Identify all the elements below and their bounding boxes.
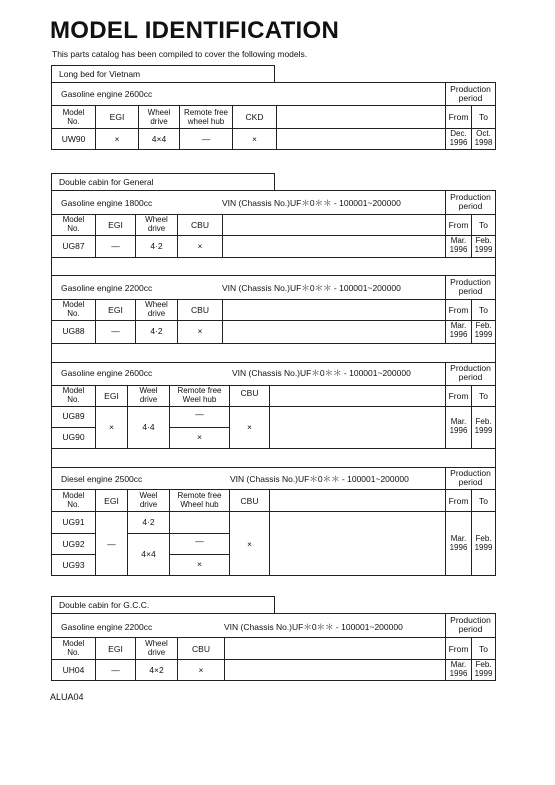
header-wheel-drive: Wheel drive (145, 215, 168, 233)
header-to: To (479, 391, 488, 401)
hub-cell: — (195, 409, 204, 419)
model-no-cell: UH04 (62, 665, 85, 675)
engine-label: Gasoline engine 1800cc (61, 198, 153, 208)
hub-cell: — (201, 134, 211, 144)
header-to: To (479, 112, 488, 122)
header-cbu: CBU (191, 305, 209, 315)
header-cbu: CBU (192, 644, 210, 654)
to-cell: Feb. 1999 (474, 417, 493, 435)
vin-label: VIN (Chassis No.)UF＊0＊＊ - 100001~200000 (222, 283, 401, 293)
ckd-cell: × (252, 134, 257, 144)
from-cell: Mar. 1996 (449, 236, 468, 254)
header-model-no: Model No. (62, 215, 85, 233)
header-cbu: CBU (240, 388, 259, 398)
to-cell: Feb. 1999 (474, 660, 493, 678)
to-cell: Feb. 1999 (474, 321, 493, 339)
header-egi: EGI (109, 112, 125, 122)
engine-label: Gasoline engine 2600cc (61, 368, 153, 378)
production-period-label: Production period (450, 277, 491, 296)
header-wheel-drive: Wheel drive (145, 639, 168, 657)
header-from: From (448, 496, 469, 506)
footer-code: ALUA04 (50, 692, 84, 702)
drive-cell: 4·2 (150, 326, 163, 336)
vin-label: VIN (Chassis No.)UF＊0＊＊ - 100001~200000 (224, 622, 403, 632)
engine-label: Gasoline engine 2200cc (61, 622, 153, 632)
hub-cell: × (197, 559, 202, 569)
model-table-gcc (51, 613, 496, 681)
cbu-cell: × (247, 539, 252, 549)
egi-cell: — (111, 665, 120, 675)
header-to: To (479, 305, 488, 315)
header-ckd: CKD (245, 112, 264, 122)
header-from: From (448, 220, 469, 230)
header-remote-hub: Remote free Wheel hub (177, 491, 222, 509)
header-egi: EGI (104, 496, 119, 506)
header-egi: EGI (104, 391, 119, 401)
from-cell: Mar. 1996 (449, 660, 468, 678)
to-cell: Oct. 1998 (474, 129, 493, 147)
egi-cell: — (107, 539, 116, 549)
hub-cell: — (195, 536, 204, 546)
header-remote-hub: Remote free Weel hub (177, 386, 222, 404)
model-no-cell: UG93 (62, 560, 85, 570)
model-no-cell: UG92 (62, 539, 85, 549)
cbu-cell: × (247, 422, 252, 432)
header-to: To (479, 220, 488, 230)
engine-label: Gasoline engine 2600cc (61, 89, 153, 99)
header-wheel-drive: Wheel drive (145, 300, 168, 318)
header-cbu: CBU (240, 496, 259, 506)
drive-cell: 4×4 (151, 134, 167, 144)
section-tab: Long bed for Vietnam (51, 65, 275, 82)
to-cell: Feb. 1999 (474, 236, 493, 254)
model-no-cell: UG90 (62, 432, 85, 442)
production-period-label: Production period (450, 468, 491, 487)
header-model-no: Model No. (62, 300, 85, 318)
cbu-cell: × (197, 326, 203, 336)
header-remote-hub: Remote free wheel hub (183, 108, 229, 126)
model-table-vietnam (51, 82, 496, 150)
model-no-cell: UW90 (61, 134, 86, 144)
header-from: From (448, 391, 469, 401)
drive-cell: 4·2 (150, 241, 163, 251)
from-cell: Mar. 1996 (449, 534, 468, 552)
egi-cell: — (111, 241, 120, 251)
header-from: From (448, 112, 469, 122)
production-period-label: Production period (450, 84, 491, 103)
header-egi: EGI (108, 305, 123, 315)
page-title: MODEL IDENTIFICATION (50, 17, 340, 44)
header-egi: EGI (108, 644, 123, 654)
header-model-no: Model No. (62, 108, 85, 126)
header-to: To (479, 644, 488, 654)
header-wheel-drive: Wheel drive (147, 108, 171, 126)
to-cell: Feb. 1999 (474, 534, 493, 552)
drive-cell: 4·2 (142, 517, 155, 527)
cbu-cell: × (198, 665, 204, 675)
model-no-cell: UG88 (62, 326, 85, 336)
header-weel-drive: Weel drive (139, 386, 158, 404)
drive-cell: 4·4 (142, 422, 155, 432)
production-period-label: Production period (450, 192, 491, 211)
from-cell: Mar. 1996 (449, 417, 468, 435)
header-cbu: CBU (191, 220, 209, 230)
header-from: From (448, 305, 469, 315)
cbu-cell: × (197, 241, 203, 251)
model-no-cell: UG91 (62, 517, 85, 527)
vin-label: VIN (Chassis No.)UF＊0＊＊ - 100001~200000 (232, 368, 411, 378)
intro-text: This parts catalog has been compiled to cover the following models. (52, 49, 308, 59)
engine-label: Diesel engine 2500cc (61, 474, 143, 484)
egi-cell: × (109, 422, 114, 432)
engine-label: Gasoline engine 2200cc (61, 283, 153, 293)
hub-cell: × (197, 432, 202, 442)
section-tab: Double cabin for General (51, 173, 275, 190)
header-model-no: Model No. (62, 639, 85, 657)
vin-label: VIN (Chassis No.)UF＊0＊＊ - 100001~200000 (222, 198, 401, 208)
section-tab: Double cabin for G.C.C. (51, 596, 275, 613)
model-no-cell: UG89 (62, 411, 85, 421)
model-table-general (51, 190, 496, 576)
model-no-cell: UG87 (62, 241, 85, 251)
from-cell: Mar. 1996 (449, 321, 468, 339)
production-period-label: Production period (450, 615, 491, 634)
header-from: From (448, 644, 469, 654)
from-cell: Dec. 1996 (449, 129, 468, 147)
header-model-no: Model No. (62, 386, 85, 404)
header-weel-drive: Weel drive (139, 491, 158, 509)
vin-label: VIN (Chassis No.)UF＊0＊＊ - 100001~200000 (230, 474, 409, 484)
production-period-label: Production period (450, 363, 491, 382)
header-to: To (479, 496, 488, 506)
egi-cell: × (114, 134, 120, 144)
drive-cell: 4×2 (149, 665, 164, 675)
egi-cell: — (111, 326, 120, 336)
drive-cell: 4×4 (141, 549, 156, 559)
header-egi: EGI (108, 220, 123, 230)
header-model-no: Model No. (62, 491, 85, 509)
